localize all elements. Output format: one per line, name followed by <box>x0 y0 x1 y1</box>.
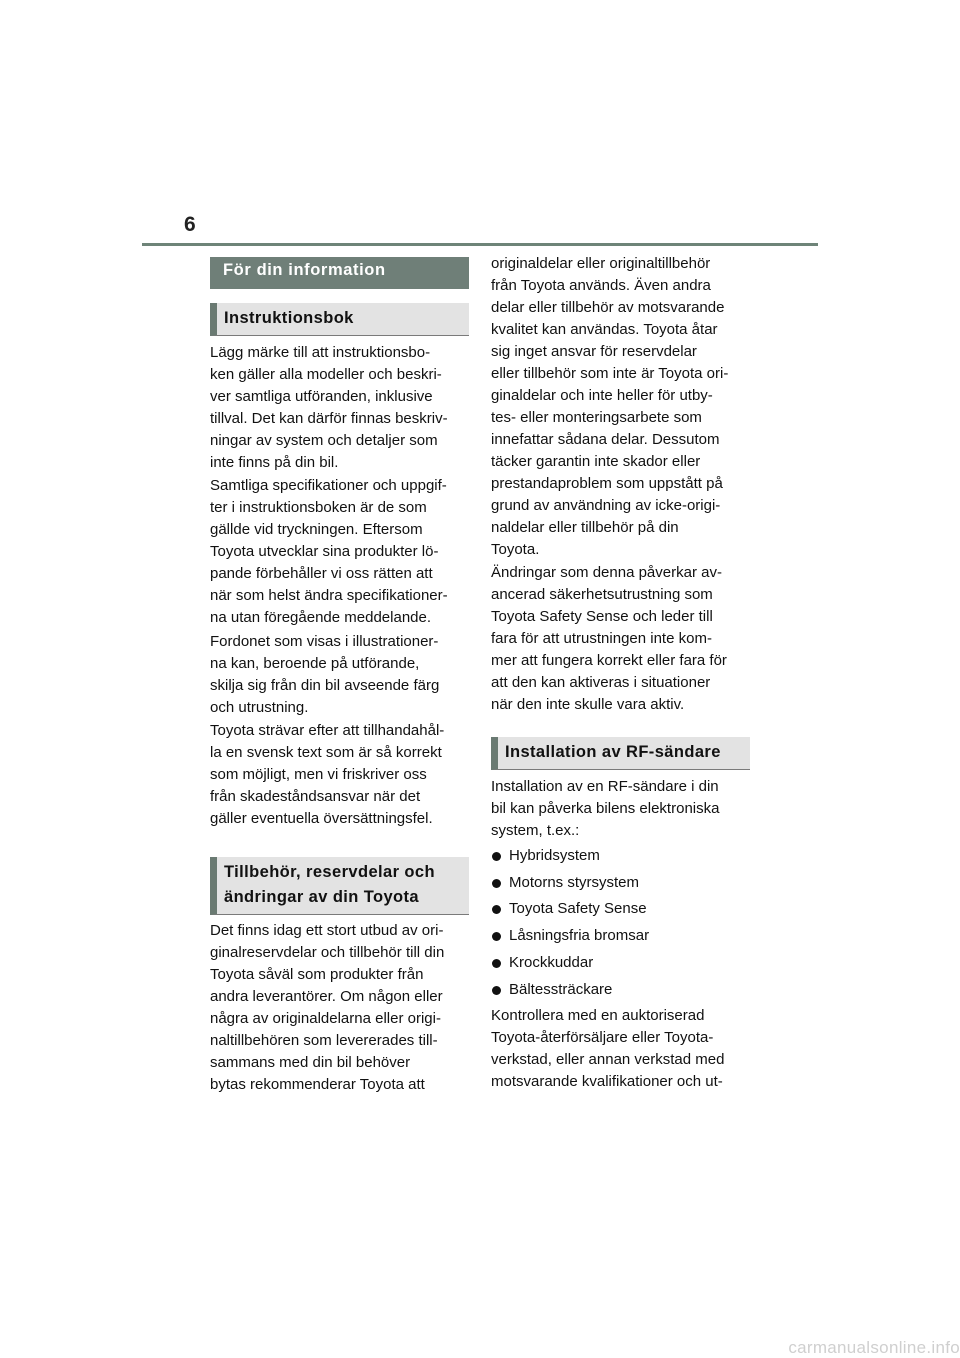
tillbehor-heading-line-2: ändringar av din Toyota <box>224 888 420 906</box>
tillbehor-paragraph-right: originaldelar eller originaltillbehör från Toyota används. Även andra delar eller tillbehör av motsvarande kvalitet kan användas. Toyota åtar sig inget ansvar för reservdelar eller tillbehör som inte är Toyota ori- ginaldelar och inte heller för utby- tes- eller monteringsarbete som innefattar sådana delar. Dessutom täcker garantin inte skador eller prestandaproblem som uppstått på grund av användning av icke-origi- naldelar eller tillbehör på din Toyota. <box>491 255 729 558</box>
rf-intro: Installation av en RF-sändare i din bil kan påverka bilens elektroniska system, t.ex.: <box>491 778 720 839</box>
page-number: 6 <box>184 213 196 236</box>
instruktionsbok-paragraph-2: Samtliga specifikationer och uppgif- ter i instruktionsboken är de som gällde vid tryckningen. Eftersom Toyota utvecklar sina produkter lö- pande förbehåller vi oss rätten att när som helst ändra specifikationer- na utan föregående meddelande. <box>210 477 448 626</box>
list-item <box>491 843 649 870</box>
bullet-dot-icon <box>492 879 501 888</box>
bullet-text: Krockkuddar <box>509 953 594 971</box>
list-item <box>491 923 649 950</box>
bullet-dot-icon <box>492 986 501 995</box>
bullet-text: Låsningsfria bromsar <box>509 927 650 945</box>
rf-bullet-list <box>491 843 649 1003</box>
list-item <box>491 977 649 1004</box>
watermark: carmanualsonline.info <box>788 1338 960 1357</box>
header-rule <box>142 243 818 246</box>
list-item <box>491 896 649 923</box>
tillbehor-paragraph-safety: Ändringar som denna påverkar av- ancerad säkerhetsutrustning som Toyota Safety Sense och leder till fara för att utrustningen inte kom- mer att fungera korrekt eller fara för att den kan aktiveras i situationer när den inte skulle vara aktiv. <box>491 564 727 713</box>
bullet-text: Hybridsystem <box>509 847 600 864</box>
list-item <box>491 950 649 977</box>
bullet-dot-icon <box>492 959 501 968</box>
tillbehor-paragraph-left: Det finns idag ett stort utbud av ori- ginalreservdelar och tillbehör till din Toyota såväl som produkter från andra leverantörer. Om någon eller några av originaldelarna eller origi- naltillbehören som levererades till- sammans med din bil behöver bytas rekommenderar Toyota att <box>210 922 445 1093</box>
tillbehor-heading <box>210 857 469 915</box>
bullet-dot-icon <box>492 852 501 861</box>
bullet-text: Toyota Safety Sense <box>509 900 647 918</box>
instruktionsbok-paragraph-1: Lägg märke till att instruktionsbo- ken gäller alla modeller och beskri- ver samtliga utföranden, inklusive tillval. Det kan därför finnas beskriv- ningar av system och detaljer som inte finns på din bil. <box>210 344 448 471</box>
rf-heading: Installation av RF-sändare <box>491 737 750 770</box>
list-item <box>491 870 649 897</box>
rf-closing: Kontrollera med en auktoriserad Toyota-återförsäljare eller Toyota- verkstad, eller annan verkstad med motsvarande kvalifikationer och ut- <box>491 1007 725 1090</box>
tillbehor-heading-line-1: Tillbehör, reservdelar och <box>224 863 435 881</box>
bullet-dot-icon <box>492 905 501 914</box>
instruktionsbok-paragraph-3: Fordonet som visas i illustrationer- na kan, beroende på utförande, skilja sig från din bil avseende färg och utrustning. <box>210 633 440 716</box>
section-title: För din information <box>210 257 469 289</box>
bullet-text: Bältessträckare <box>509 980 613 998</box>
instruktionsbok-paragraph-4: Toyota strävar efter att tillhandahål- la en svensk text som är så korrekt som möjligt, men vi friskriver oss från skadeståndsansvar när det gäller eventuella översättningsfel. <box>210 722 445 827</box>
bullet-text: Motorns styrsystem <box>509 873 640 891</box>
instruktionsbok-heading: Instruktionsbok <box>210 303 469 336</box>
bullet-dot-icon <box>492 932 501 941</box>
